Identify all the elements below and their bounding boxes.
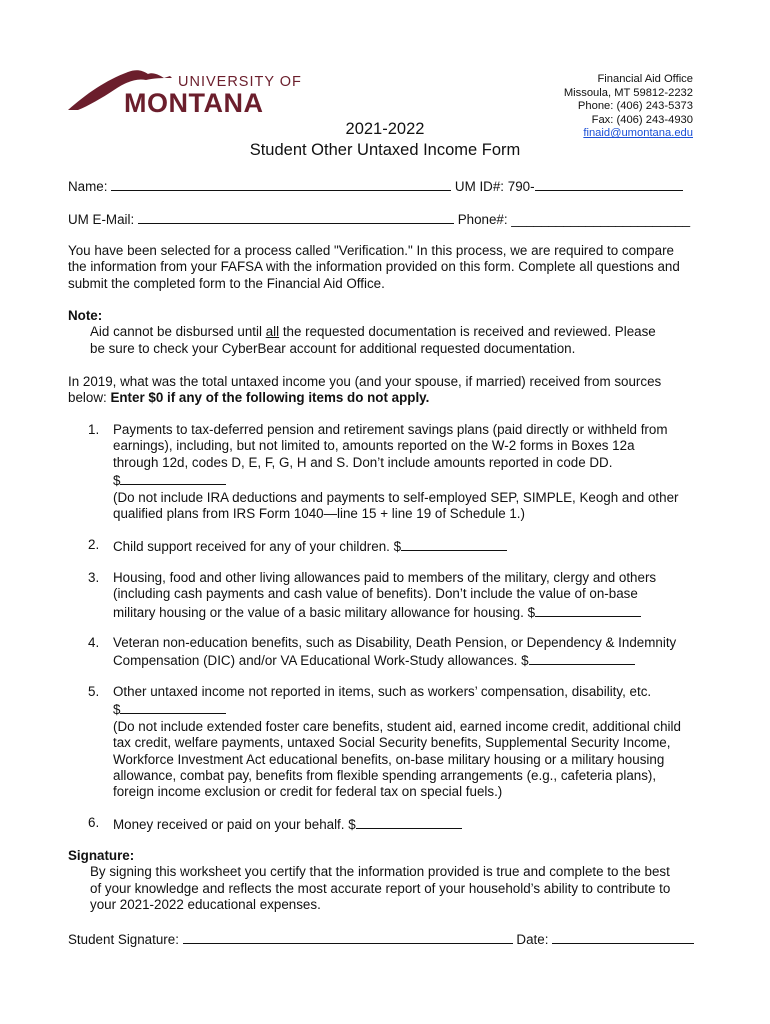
amount-field[interactable]: [356, 815, 462, 829]
item-text: Other untaxed income not reported in items, such as workers’ compensation, disability, etc.: [113, 684, 652, 699]
item-number: 1.: [88, 422, 100, 437]
item-text: Payments to tax-deferred pension and retirement savings plans (paid directly or withheld from: [113, 422, 668, 437]
office-name: Financial Aid Office: [597, 73, 693, 85]
item-text: Money received or paid on your behalf. $: [113, 817, 356, 832]
note-heading: Note:: [68, 308, 103, 323]
name-field[interactable]: [111, 177, 451, 191]
date-label: Date:: [516, 932, 549, 947]
item-number: 3.: [88, 570, 100, 585]
item-note: foreign income exclusion or credit for federal tax on special fuels.): [113, 784, 503, 800]
signature-row: [68, 930, 694, 948]
item-text: Veteran non-education benefits, such as Disability, Death Pension, or Dependency & Indemnity: [113, 635, 677, 650]
item-note: allowance, combat pay, benefits from flexible spending arrangements (e.g., cafeteria plans),: [113, 768, 657, 784]
umid-field[interactable]: [535, 177, 683, 191]
item-number: 2.: [88, 537, 100, 552]
signature-text: By signing this worksheet you certify that the information provided is true and complete to the best: [90, 864, 670, 880]
item-text: through 12d, codes D, E, F, G, H and S. Don’t include amounts reported in code DD.: [113, 454, 613, 470]
question-text: below:: [68, 390, 111, 406]
form-year: 2021-2022: [345, 120, 425, 138]
question-section: [68, 374, 708, 407]
item-note: (Do not include extended foster care benefits, student aid, earned income credit, additional child: [113, 718, 681, 734]
signature-text: of your knowledge and reflects the most accurate report of your household’s ability to contribute to: [90, 880, 671, 896]
office-email-link[interactable]: finaid@umontana.edu: [583, 127, 693, 140]
list-item: [88, 815, 706, 833]
student-signature-field[interactable]: [183, 930, 513, 944]
item-text: Compensation (DIC) and/or VA Educational Work-Study allowances. $: [113, 653, 529, 669]
list-item: [88, 422, 706, 522]
logo-montana-text: MONTANA: [124, 88, 264, 118]
item-text: military housing or the value of a basic military allowance for housing. $: [113, 604, 536, 620]
item-note: tax credit, welfare payments, untaxed Social Security benefits, Supplemental Security Income,: [113, 735, 671, 751]
item-number: 4.: [88, 635, 100, 650]
note-line: be sure to check your CyberBear account for additional requested documentation.: [90, 340, 576, 356]
phone-label[interactable]: Phone#: ________________________: [457, 212, 691, 227]
item-text: Housing, food and other living allowances paid to members of the military, clergy and others: [113, 570, 657, 585]
signature-text: your 2021-2022 educational expenses.: [90, 897, 321, 913]
item-note: qualified plans from IRS Form 1040—line 15 + line 19 of Schedule 1.): [113, 506, 525, 522]
dollar-sign: $: [113, 702, 121, 718]
office-phone: Phone: (406) 243-5373: [577, 100, 693, 113]
question-line: In 2019, what was the total untaxed income you (and your spouse, if married) received from sources: [68, 374, 662, 389]
intro-line: the information from your FAFSA with the information provided on this form. Complete all questions and: [68, 259, 680, 275]
email-row: [68, 210, 690, 228]
intro-line: submit the completed form to the Financial Aid Office.: [68, 275, 385, 291]
note-text: the requested documentation is received and reviewed. Please: [279, 324, 656, 340]
amount-field[interactable]: [401, 537, 507, 551]
list-item: [88, 684, 706, 801]
email-field[interactable]: [138, 210, 454, 224]
logo-university-text: UNIVERSITY OF: [178, 74, 302, 90]
item-note: (Do not include IRA deductions and payments to self-employed SEP, SIMPLE, Keogh and other: [113, 489, 679, 505]
item-number: 5.: [88, 684, 100, 699]
note-section: [68, 308, 708, 357]
item-note: Workforce Investment Act educational benefits, on-base military housing or a military housing: [113, 751, 665, 767]
dollar-sign: $: [113, 473, 121, 489]
item-text: earnings), including, but not limited to, amounts reported on the W-2 forms in Boxes 12a: [113, 438, 635, 454]
signature-heading: Signature:: [68, 848, 135, 863]
amount-field[interactable]: [529, 651, 635, 665]
intro-line: You have been selected for a process called "Verification." In this process, we are required to compare: [68, 243, 674, 258]
signature-section: [68, 848, 708, 914]
form-name: Student Other Untaxed Income Form: [249, 141, 521, 159]
university-logo: [66, 66, 306, 118]
intro-paragraph: [68, 243, 708, 292]
note-line: [68, 324, 708, 340]
note-emphasis: all: [265, 324, 280, 340]
student-signature-label: Student Signature:: [68, 932, 179, 947]
office-fax: Fax: (406) 243-4930: [591, 113, 693, 126]
amount-field[interactable]: [535, 603, 641, 617]
list-item: [88, 635, 706, 670]
item-number: 6.: [88, 815, 100, 830]
office-address: Missoula, MT 59812-2232: [563, 86, 693, 99]
umid-label: UM ID#: 790-: [454, 179, 535, 194]
name-label: Name:: [68, 179, 108, 194]
amount-field[interactable]: [120, 700, 226, 714]
question-instruction: Enter $0 if any of the following items do not apply.: [110, 390, 430, 406]
form-title: [180, 119, 590, 161]
name-row: [68, 177, 683, 195]
note-text: Aid cannot be disbursed until: [90, 324, 266, 340]
date-field[interactable]: [552, 930, 694, 944]
item-text: (including cash payments and cash value of benefits). Don’t include the value of on-base: [113, 586, 638, 602]
list-item: [88, 570, 706, 621]
question-line: [68, 390, 708, 406]
amount-field[interactable]: [120, 471, 226, 485]
email-label: UM E-Mail:: [68, 212, 135, 227]
list-item: [88, 537, 706, 555]
item-text: Child support received for any of your children. $: [113, 539, 402, 554]
